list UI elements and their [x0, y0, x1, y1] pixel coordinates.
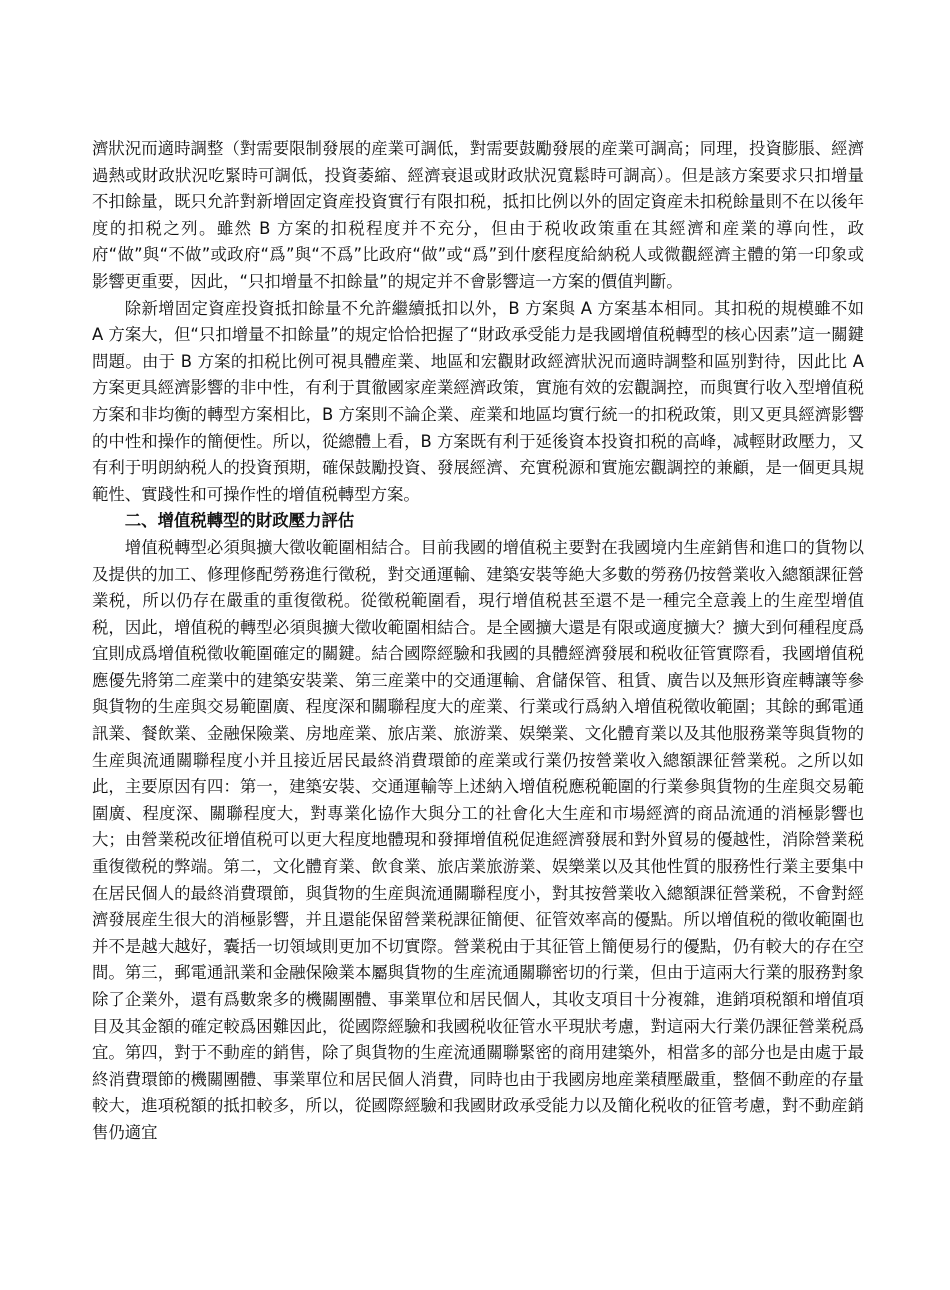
section-heading: 二、增值税轉型的財政壓力評估 — [124, 511, 355, 531]
paragraph-tax-scope: 增值税轉型必須與擴大徵收範圍相結合。目前我國的增值税主要對在我國境内生産銷售和進口的貨物以及提供的加工、修理修配勞務進行徵税，對交通運輸、建築安裝等絶大多數的勞務仍按營業收入總額課征營業税，所以仍存在嚴重的重復徵税。從徵税範圍看，現行增值税甚至還不是一種完全意義上的生産型增值税，因此，增值税的轉型必須與擴大徵收範圍相結合。是全國擴大還是有限或適度擴大？擴大到何種程度爲宜則成爲增值税徵收範圍確定的關鍵。結合國際經驗和我國的具體經濟發展和税收征管實際看，我國增值税應優先將第二産業中的建築安裝業、第三産業中的交通運輸、倉儲保管、租賃、廣告以及無形資産轉讓等參與貨物的生産與交易範圍廣、程度深和關聯程度大的産業、行業或行爲納入增值税徵收範圍；其餘的郵電通訊業、餐飲業、金融保險業、房地産業、旅店業、旅游業、娱樂業、文化體育業以及其他服務業等與貨物的生産與流通關聯程度小并且接近居民最終消費環節的産業或行業仍按營業收入總額課征營業税。之所以如此，主要原因有四：第一，建築安裝、交通運輸等上述納入增值税應税範圍的行業參與貨物的生産與交易範圍廣、程度深、關聯程度大，對專業化協作大與分工的社會化大生産和市場經濟的商品流通的消極影響也大；由營業税改征增值税可以更大程度地體現和發揮增值税促進經濟發展和對外貿易的優越性，消除營業税重復徵税的弊端。第二，文化體育業、飲食業、旅店業旅游業、娱樂業以及其他性質的服務性行業主要集中在居民個人的最終消費環節，與貨物的生産與流通關聯程度小，對其按營業收入總額課征營業税，不會對經濟發展産生很大的消極影響，并且還能保留營業税課征簡便、征管效率高的優點。所以增值税的徵收範圍也并不是越大越好，囊括一切領域則更加不切實際。營業税由于其征管上簡便易行的優點，仍有較大的存在空間。第三，郵電通訊業和金融保險業本屬與貨物的生産流通關聯密切的行業，但由于這兩大行業的服務對象除了企業外，還有爲數衆多的機關團體、事業單位和居民個人，其收支項目十分複雜，進銷項税額和增值項目及其金額的確定較爲困難因此，從國際經驗和我國税收征管水平現狀考慮，對這兩大行業仍課征營業税爲宜。第四，對于不動産的銷售，除了與貨物的生産流通關聯緊密的商用建築外，相當多的部分也是由處于最終消費環節的機關團體、事業單位和居民個人消費，同時也由于我國房地産業積壓嚴重，整個不動産的存量較大，進項税額的抵扣較多，所以，從國際經驗和我國財政承受能力以及簡化税收的征管考慮，對不動産銷售仍適宜 — [92, 537, 864, 1142]
paragraph-scheme-b: 除新增固定資産投資抵扣餘量不允許繼續抵扣以外，B 方案與 A 方案基本相同。其扣税的規模雖不如 A 方案大，但“只扣增量不扣餘量”的規定恰恰把握了“財政承受能力是我國增值税轉型的核心因素”這一關鍵問題。由于 B 方案的扣税比例可視具體産業、地區和宏觀財政經濟狀況而適時調整和區别對待，因此比 A 方案更具經濟影響的非中性，有利于貫徹國家産業經濟政策，實施有效的宏觀調控，而與實行收入型增值税方案和非均衡的轉型方案相比，B 方案則不論企業、産業和地區均實行統一的扣税政策，則又更具經濟影響的中性和操作的簡便性。所以，從總體上看，B 方案既有利于延後資本投資扣税的高峰，减輕財政壓力，又有利于明朗納税人的投資預期，確保鼓勵投資、發展經濟、充實税源和實施宏觀調控的兼顧，是一個更具規範性、實踐性和可操作性的增值税轉型方案。 — [92, 298, 864, 504]
document-page — [92, 136, 864, 1147]
paragraph-continuation: 濟狀況而適時調整（對需要限制發展的産業可調低，對需要鼓勵發展的産業可調高；同理，投資膨脹、經濟過熱或財政狀況吃緊時可調低，投資萎縮、經濟衰退或財政狀況寬鬆時可調高）。但是該方案要求只扣增量不扣餘量，既只允許對新增固定資産投資實行有限扣税，抵扣比例以外的固定資産未扣税餘量則不在以後年度的扣税之列。雖然 B 方案的扣税程度并不充分，但由于税收政策重在其經濟和産業的導向性，政府“做”與“不做”或政府“爲”與“不爲”比政府“做”或“爲”到什麽程度給納税人或微觀經濟主體的第一印象或影響更重要，因此，“只扣增量不扣餘量”的規定并不會影響這一方案的價值判斷。 — [92, 139, 864, 291]
